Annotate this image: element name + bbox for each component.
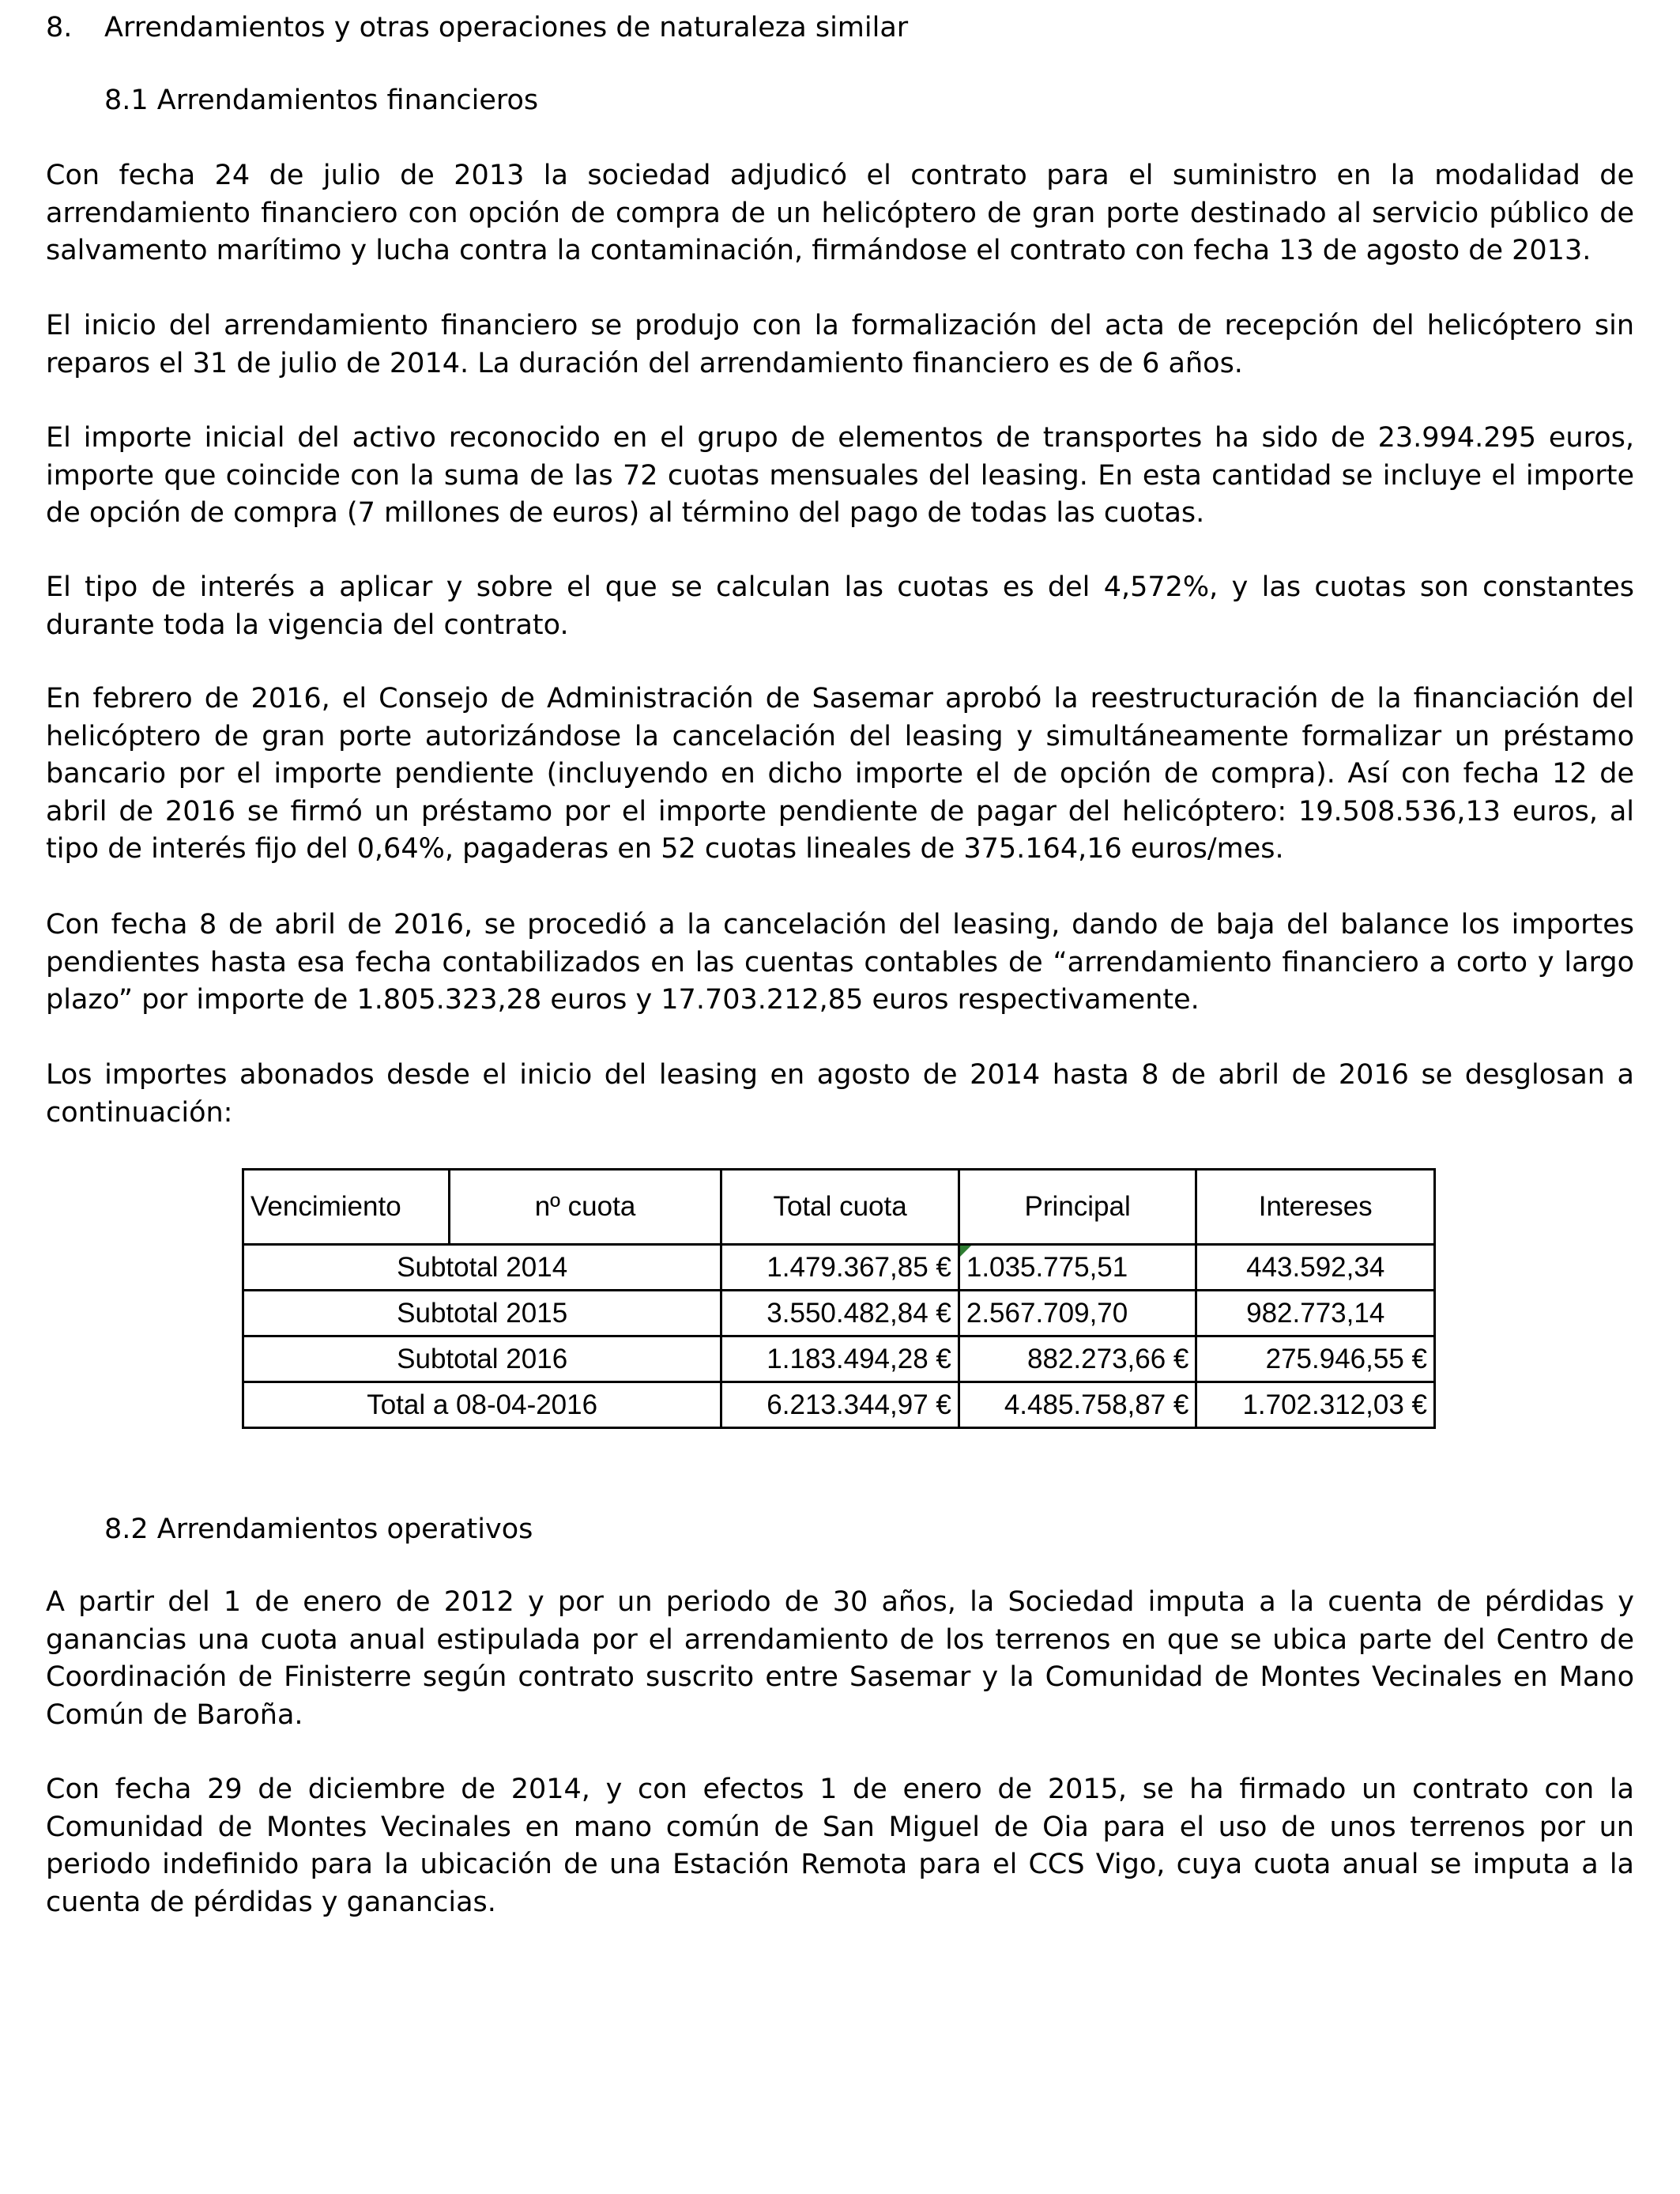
comment-marker-icon bbox=[960, 1246, 971, 1257]
paragraph-oia-lease: Con fecha 29 de diciembre de 2014, y con efectos 1 de enero de 2015, se ha firmado un contrato con la Comunidad de Montes Vecinales en mano común de San Miguel de Oia para el uso de unos terrenos por un periodo indefinido para la ubicación de una Estación Remota para el CCS Vigo, cuya cuota anual se imputa a la cuenta de pérdidas y ganancias. bbox=[46, 1774, 1634, 1918]
row-label: Subtotal 2016 bbox=[243, 1336, 721, 1382]
intereses-cell: 275.946,55 € bbox=[1196, 1336, 1435, 1382]
section-heading bbox=[46, 9, 908, 47]
table-row bbox=[243, 1291, 1435, 1336]
leasing-payments-table bbox=[242, 1168, 1436, 1429]
paragraph-contract-award: Con fecha 24 de julio de 2013 la sociedad adjudicó el contrato para el suministro en la modalidad de arrendamiento financiero con opción de compra de un helicóptero de gran porte destinado al servicio público de salvamento marítimo y lucha contra la contaminación, firmándose el contrato con fecha 13 de agosto de 2013. bbox=[46, 160, 1634, 266]
total-cuota-cell: 6.213.344,97 € bbox=[721, 1382, 959, 1428]
row-label: Subtotal 2014 bbox=[243, 1245, 721, 1291]
section-number: 8. bbox=[46, 12, 73, 43]
paragraph-breakdown-intro: Los importes abonados desde el inicio del leasing en agosto de 2014 hasta 8 de abril de 2016 se desglosan a continuación: bbox=[46, 1059, 1634, 1129]
section-title: Arrendamientos y otras operaciones de naturaleza similar bbox=[104, 12, 909, 43]
intereses-cell: 443.592,34 bbox=[1196, 1245, 1435, 1291]
paragraph-initial-amount: El importe inicial del activo reconocido en el grupo de elementos de transportes ha sido de 23.994.295 euros, importe que coincide con la suma de las 72 cuotas mensuales del leasing. En esta cantidad se incluye el importe de opción de compra (7 millones de euros) al término del pago de todas las cuotas. bbox=[46, 422, 1634, 529]
principal-value: 1.035.775,51 bbox=[966, 1251, 1128, 1283]
table-row bbox=[243, 1336, 1435, 1382]
principal-cell: 2.567.709,70 bbox=[959, 1291, 1196, 1336]
table-row bbox=[243, 1245, 1435, 1291]
header-intereses: Intereses bbox=[1196, 1170, 1435, 1245]
header-total-cuota: Total cuota bbox=[721, 1170, 959, 1245]
total-cuota-cell: 1.183.494,28 € bbox=[721, 1336, 959, 1382]
principal-cell: 4.485.758,87 € bbox=[959, 1382, 1196, 1428]
paragraph-cancellation: Con fecha 8 de abril de 2016, se procedió a la cancelación del leasing, dando de baja del balance los importes pendientes hasta esa fecha contabilizados en las cuentas contables de “arrendamiento financiero a corto y largo plazo” por importe de 1.805.323,28 euros y 17.703.212,85 euros respectivamente. bbox=[46, 909, 1634, 1016]
total-cuota-cell: 3.550.482,84 € bbox=[721, 1291, 959, 1336]
row-label: Total a 08-04-2016 bbox=[243, 1382, 721, 1428]
header-vencimiento: Vencimiento bbox=[243, 1170, 450, 1245]
table-row-total bbox=[243, 1382, 1435, 1428]
header-cuota-number: nº cuota bbox=[449, 1170, 721, 1245]
principal-cell bbox=[959, 1245, 1196, 1291]
total-cuota-cell: 1.479.367,85 € bbox=[721, 1245, 959, 1291]
principal-cell: 882.273,66 € bbox=[959, 1336, 1196, 1382]
paragraph-restructuring: En febrero de 2016, el Consejo de Administración de Sasemar aprobó la reestructuración de la financiación del helicóptero de gran porte autorizándose la cancelación del leasing y simultáneamente formalizar un préstamo bancario por el importe pendiente (incluyendo en dicho importe el de opción de compra). Así con fecha 12 de abril de 2016 se firmó un préstamo por el importe pendiente de pagar del helicóptero: 19.508.536,13 euros, al tipo de interés fijo del 0,64%, pagaderas en 52 cuotas lineales de 375.164,16 euros/mes. bbox=[46, 683, 1634, 865]
intereses-cell: 1.702.312,03 € bbox=[1196, 1382, 1435, 1428]
intereses-cell: 982.773,14 bbox=[1196, 1291, 1435, 1336]
paragraph-lease-start: El inicio del arrendamiento financiero se produjo con la formalización del acta de recepción del helicóptero sin reparos el 31 de julio de 2014. La duración del arrendamiento financiero es de 6 años. bbox=[46, 310, 1634, 379]
row-label: Subtotal 2015 bbox=[243, 1291, 721, 1336]
table-header-row bbox=[243, 1170, 1435, 1245]
subsection-heading-operating-leases: 8.2 Arrendamientos operativos bbox=[104, 1514, 533, 1545]
subsection-heading-financial-leases: 8.1 Arrendamientos financieros bbox=[104, 85, 539, 116]
paragraph-interest-rate: El tipo de interés a aplicar y sobre el que se calculan las cuotas es del 4,572%, y las cuotas son constantes durante toda la vigencia del contrato. bbox=[46, 571, 1634, 641]
paragraph-finisterre-lease: A partir del 1 de enero de 2012 y por un periodo de 30 años, la Sociedad imputa a la cuenta de pérdidas y ganancias una cuota anual estipulada por el arrendamiento de los terrenos en que se ubica parte del Centro de Coordinación de Finisterre según contrato suscrito entre Sasemar y la Comunidad de Montes Vecinales en Mano Común de Baroña. bbox=[46, 1586, 1634, 1731]
header-principal: Principal bbox=[959, 1170, 1196, 1245]
